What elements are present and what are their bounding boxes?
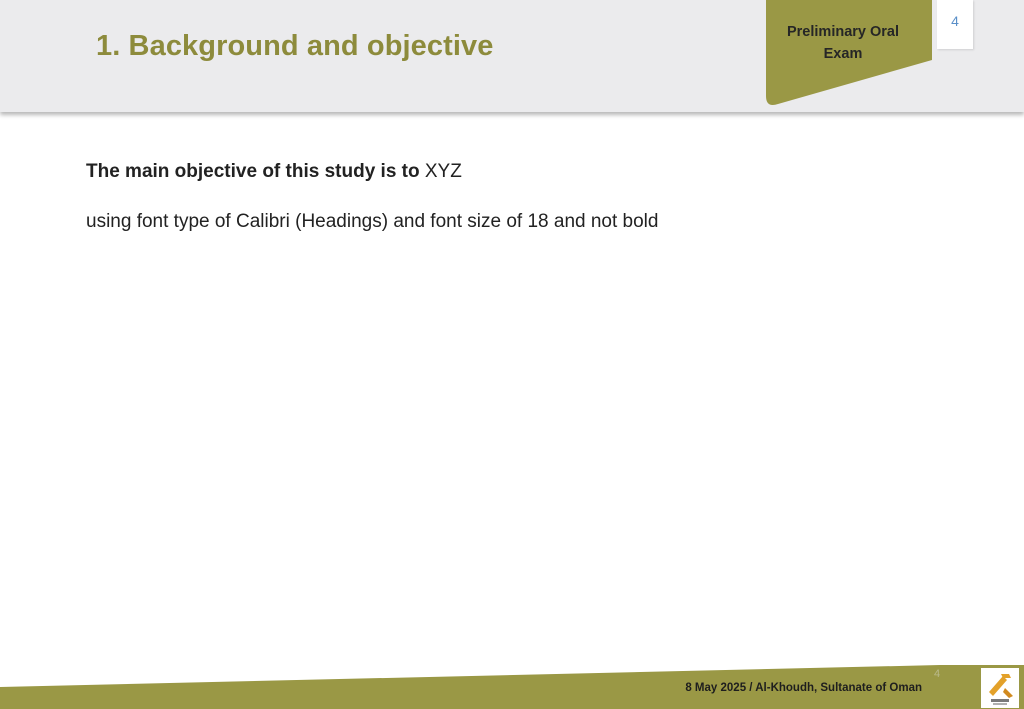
exam-tab-line1: Preliminary Oral — [786, 24, 900, 40]
exam-tab-line2: Exam — [823, 46, 863, 62]
exam-tab-label — [766, 21, 920, 65]
institution-logo-icon — [981, 668, 1019, 708]
slide-title: 1. Background and objective — [96, 30, 494, 62]
objective-value: XYZ — [419, 161, 462, 182]
page-number: 4 — [951, 13, 959, 29]
objective-statement — [86, 161, 462, 183]
font-note: using font type of Calibri (Headings) and font size of 18 and not bold — [86, 211, 659, 232]
objective-lead: The main objective of this study is to — [86, 161, 420, 182]
footer-slide-number: 4 — [933, 668, 941, 680]
footer-date-location: 8 May 2025 / Al-Khoudh, Sultanate of Oman — [685, 682, 922, 694]
